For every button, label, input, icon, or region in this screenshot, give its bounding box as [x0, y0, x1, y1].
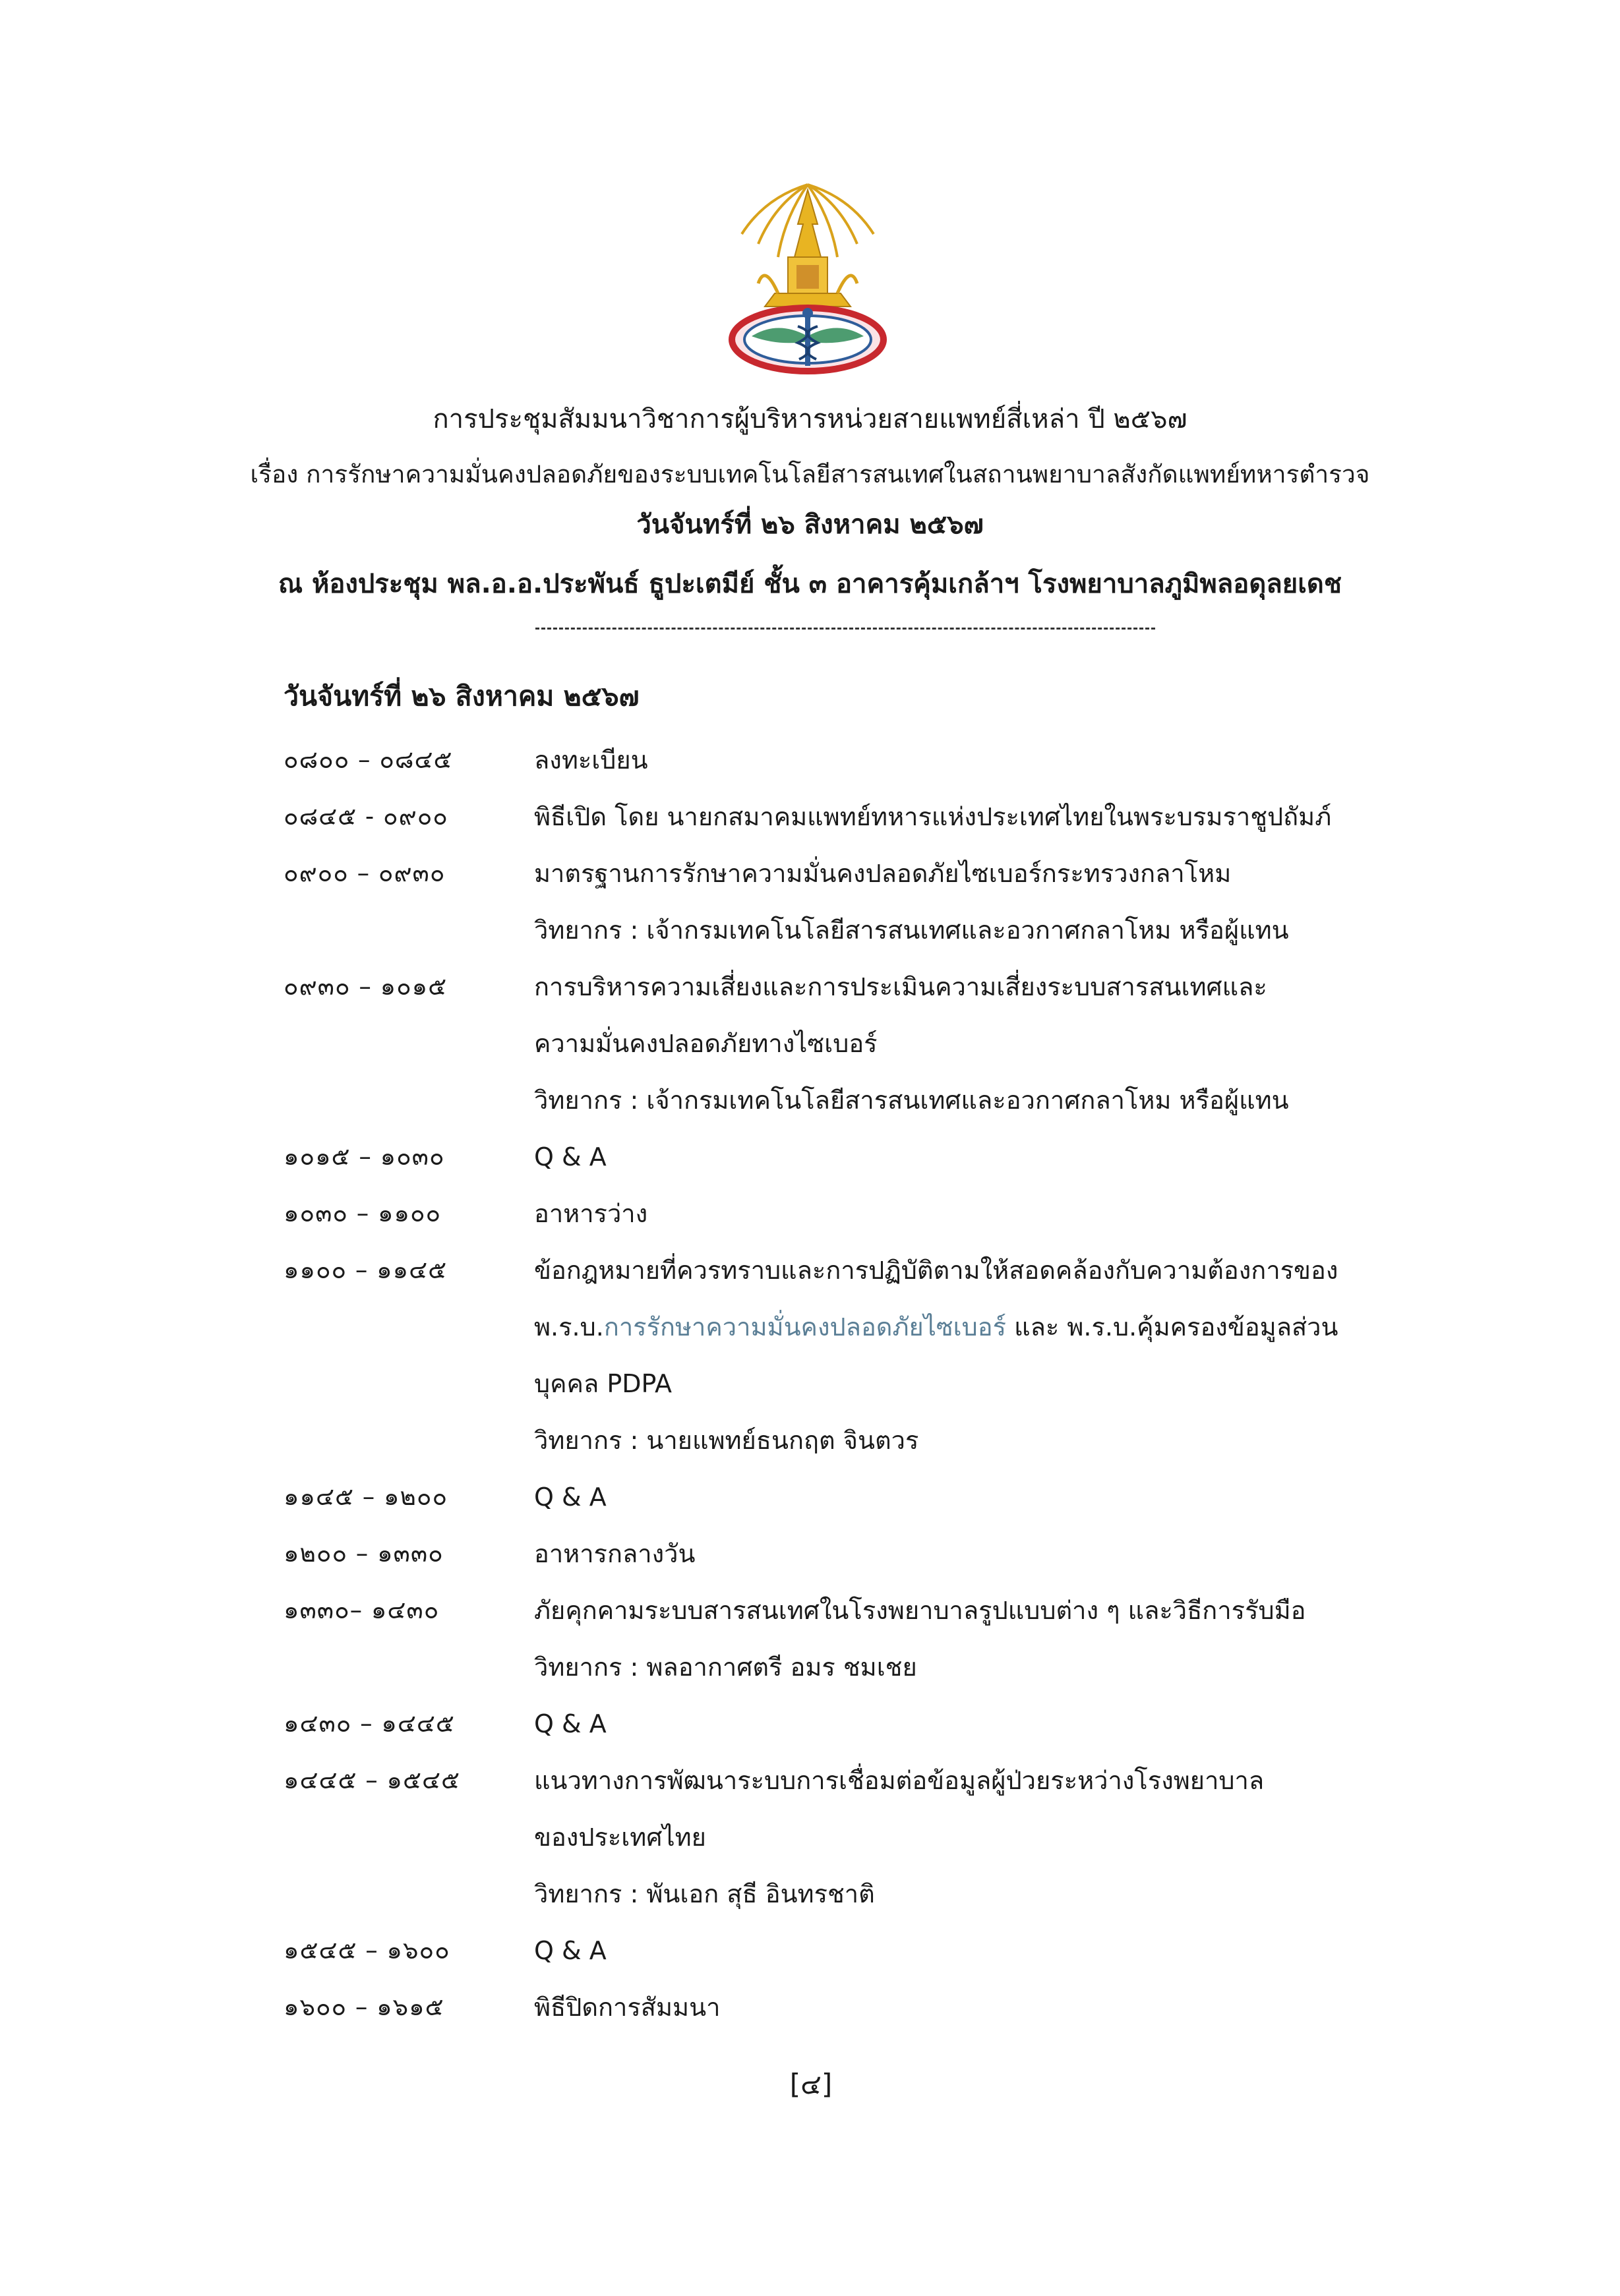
schedule-item-cont: [534, 1299, 1444, 1355]
schedule-row: [284, 1752, 1444, 1922]
schedule-item: พิธีเปิด โดย นายกสมาคมแพทย์ทหารแห่งประเทศไทยในพระบรมราชูปถัมภ์: [534, 802, 1332, 831]
schedule-list: [284, 732, 1444, 2036]
law-suffix: และ พ.ร.บ.คุ้มครองข้อมูลส่วน: [1006, 1312, 1338, 1341]
title-venue: ณ ห้องประชุม พล.อ.อ.ประพันธ์ ธูปะเตมีย์ ชั้น ๓ อาคารคุ้มเกล้าฯ โรงพยาบาลภูมิพลอดุลยเดช: [278, 569, 1342, 599]
schedule-row: [284, 1469, 1444, 1525]
schedule-item: มาตรฐานการรักษาความมั่นคงปลอดภัยไซเบอร์กระทรวงกลาโหม: [534, 859, 1232, 888]
dashed-separator: [535, 628, 1155, 630]
schedule-time: ๐๙๓๐ – ๑๐๑๕: [284, 972, 448, 1001]
schedule-time: ๑๐๓๐ – ๑๑๐๐: [284, 1199, 442, 1227]
schedule-row: [284, 1525, 1444, 1582]
schedule-item: Q & A: [534, 1483, 607, 1512]
schedule-speaker: วิทยากร : พันเอก สุธี อินทรชาติ: [534, 1879, 875, 1908]
schedule-item: แนวทางการพัฒนาระบบการเชื่อมต่อข้อมูลผู้ป่วยระหว่างโรงพยาบาล: [534, 1766, 1265, 1795]
schedule-item: พิธีปิดการสัมมนา: [534, 1993, 721, 2022]
schedule-item: ข้อกฎหมายที่ควรทราบและการปฏิบัติตามให้สอดคล้องกับความต้องการของ: [534, 1256, 1338, 1285]
schedule-speaker: วิทยากร : นายแพทย์ธนกฤต จินตวร: [534, 1426, 919, 1455]
schedule-row: [284, 1695, 1444, 1752]
schedule-time: ๑๓๓๐– ๑๔๓๐: [284, 1596, 440, 1624]
schedule-row: [284, 1129, 1444, 1185]
emblem-icon: [712, 178, 903, 382]
day-heading: วันจันทร์ที่ ๒๖ สิงหาคม ๒๕๖๗: [284, 680, 640, 712]
title-line-2: เรื่อง การรักษาความมั่นคงปลอดภัยของระบบเทคโนโลยีสารสนเทศในสถานพยาบาลสังกัดแพทย์ทหารตำรวจ: [250, 460, 1370, 488]
schedule-row: [284, 788, 1444, 845]
schedule-item: ภัยคุกคามระบบสารสนเทศในโรงพยาบาลรูปแบบต่าง ๆ และวิธีการรับมือ: [534, 1596, 1306, 1625]
page-number: [๔]: [789, 2068, 833, 2100]
schedule-row: [284, 1582, 1444, 1695]
schedule-item: อาหารว่าง: [534, 1199, 648, 1228]
schedule-item-cont: ความมั่นคงปลอดภัยทางไซเบอร์: [534, 1029, 878, 1058]
schedule-row: [284, 1185, 1444, 1242]
law-prefix: พ.ร.บ.: [534, 1312, 604, 1341]
schedule-item-cont: บุคคล PDPA: [534, 1369, 672, 1398]
schedule-row: [284, 1922, 1444, 1979]
schedule-time: ๑๑๔๕ – ๑๒๐๐: [284, 1483, 448, 1511]
schedule-time: ๐๘๔๕ - ๐๙๐๐: [284, 802, 448, 831]
schedule-item: ลงทะเบียน: [534, 746, 648, 775]
schedule-time: ๐๘๐๐ – ๐๘๔๕: [284, 746, 453, 774]
schedule-time: ๑๐๑๕ – ๑๐๓๐: [284, 1142, 445, 1171]
schedule-time: ๑๔๔๕ – ๑๕๔๕: [284, 1766, 461, 1794]
schedule-speaker: วิทยากร : เจ้ากรมเทคโนโลยีสารสนเทศและอวกาศกลาโหม หรือผู้แทน: [534, 916, 1289, 945]
title-date: วันจันทร์ที่ ๒๖ สิงหาคม ๒๕๖๗: [636, 510, 984, 540]
schedule-time: ๑๔๓๐ – ๑๔๔๕: [284, 1709, 455, 1738]
schedule-item: Q & A: [534, 1936, 607, 1965]
title-line-1: การประชุมสัมมนาวิชาการผู้บริหารหน่วยสายแพทย์สี่เหล่า ปี ๒๕๖๗: [433, 404, 1187, 434]
schedule-row: [284, 732, 1444, 788]
schedule-row: [284, 1979, 1444, 2036]
schedule-row: [284, 958, 1444, 1129]
schedule-time: ๑๕๔๕ – ๑๖๐๐: [284, 1936, 450, 1964]
schedule-item: อาหารกลางวัน: [534, 1539, 696, 1568]
schedule-time: ๑๖๐๐ – ๑๖๑๕: [284, 1993, 444, 2021]
schedule-time: ๑๒๐๐ – ๑๓๓๐: [284, 1539, 444, 1568]
schedule-item: การบริหารความเสี่ยงและการประเมินความเสี่ยงระบบสารสนเทศและ: [534, 972, 1267, 1001]
schedule-time: ๐๙๐๐ – ๐๙๓๐: [284, 859, 446, 887]
schedule-row: [284, 845, 1444, 958]
schedule-speaker: วิทยากร : เจ้ากรมเทคโนโลยีสารสนเทศและอวกาศกลาโหม หรือผู้แทน: [534, 1086, 1289, 1115]
schedule-item: Q & A: [534, 1142, 607, 1171]
schedule-row: [284, 1242, 1444, 1469]
law-highlight-text: การรักษาความมั่นคงปลอดภัยไซเบอร์: [603, 1312, 1006, 1341]
schedule-item: Q & A: [534, 1709, 607, 1738]
schedule-time: ๑๑๐๐ – ๑๑๔๕: [284, 1256, 448, 1284]
schedule-speaker: วิทยากร : พลอากาศตรี อมร ชมเชย: [534, 1653, 917, 1682]
schedule-item-cont: ของประเทศไทย: [534, 1823, 706, 1852]
